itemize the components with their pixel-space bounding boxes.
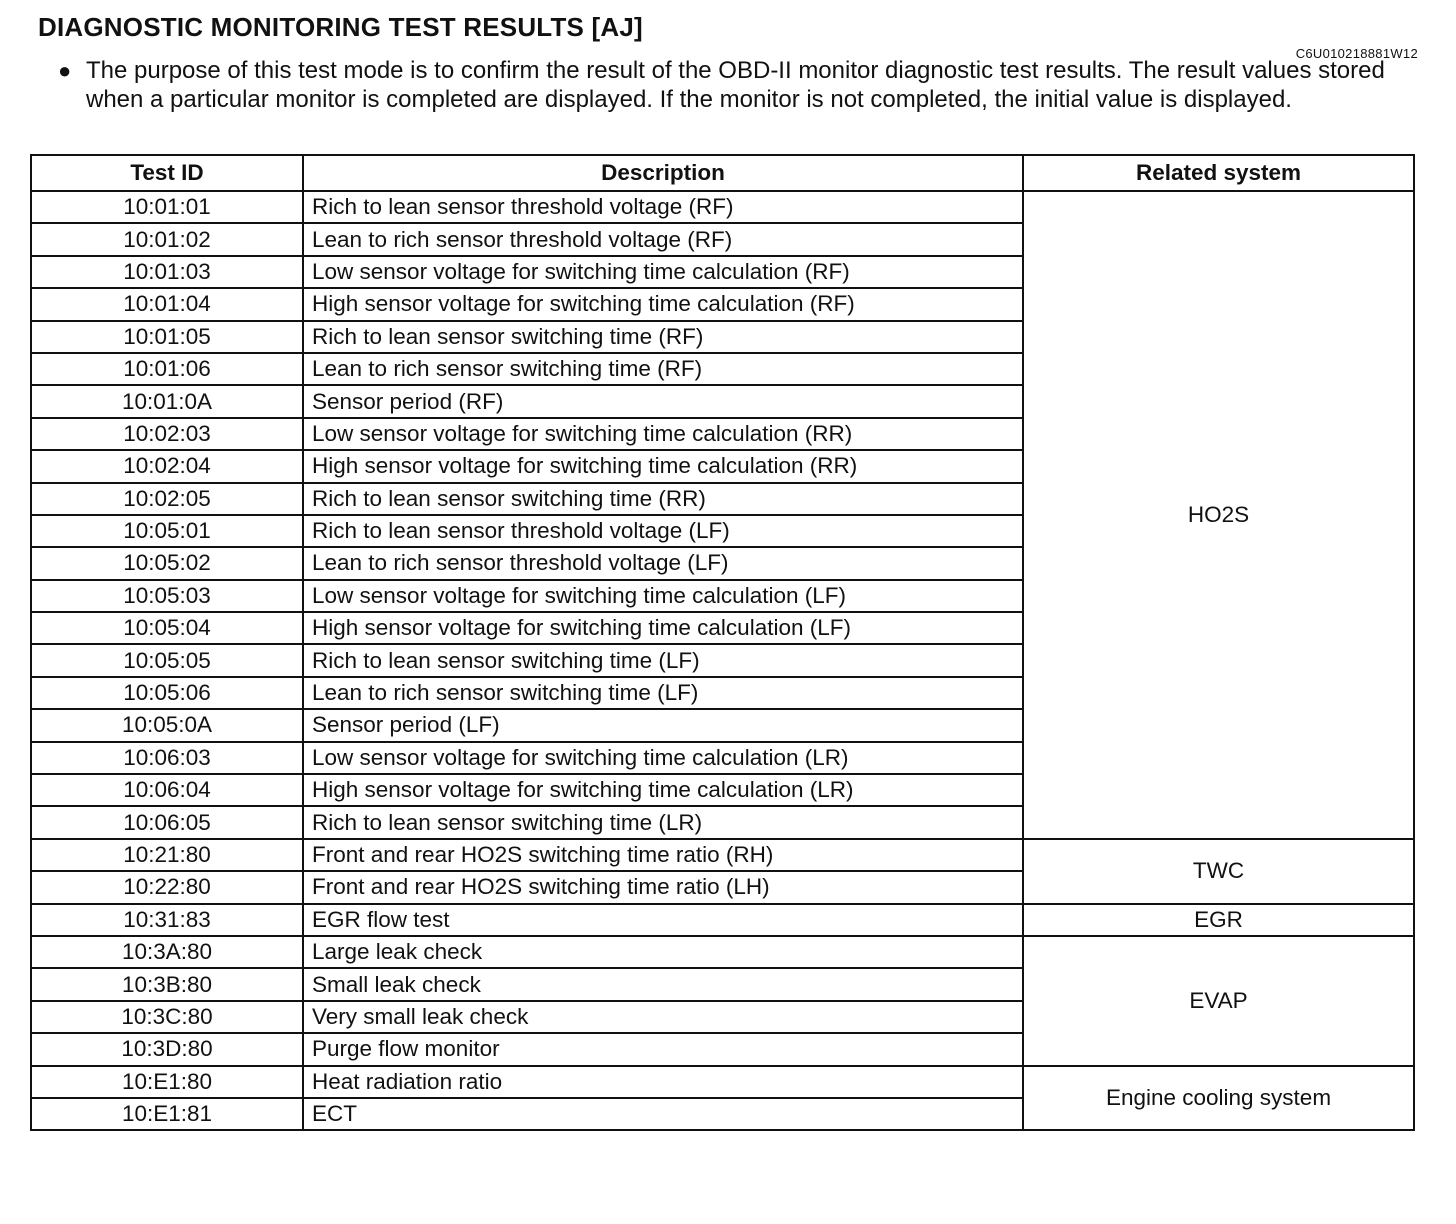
description-cell: Low sensor voltage for switching time calculation (RF) <box>303 256 1023 288</box>
description-cell: Rich to lean sensor switching time (RF) <box>303 321 1023 353</box>
test-id-cell: 10:3B:80 <box>31 968 303 1000</box>
description-cell: Low sensor voltage for switching time calculation (LR) <box>303 742 1023 774</box>
description-cell: Rich to lean sensor switching time (LF) <box>303 644 1023 676</box>
test-id-cell: 10:22:80 <box>31 871 303 903</box>
test-id-cell: 10:05:06 <box>31 677 303 709</box>
test-id-cell: 10:E1:80 <box>31 1066 303 1098</box>
bullet-icon: ● <box>58 58 72 83</box>
description-cell: High sensor voltage for switching time calculation (RR) <box>303 450 1023 482</box>
test-id-cell: 10:01:02 <box>31 223 303 255</box>
test-id-cell: 10:02:03 <box>31 418 303 450</box>
description-cell: Front and rear HO2S switching time ratio (LH) <box>303 871 1023 903</box>
description-cell: Heat radiation ratio <box>303 1066 1023 1098</box>
description-cell: Rich to lean sensor threshold voltage (RF) <box>303 191 1023 223</box>
header-related-system: Related system <box>1023 155 1414 191</box>
description-cell: Rich to lean sensor switching time (LR) <box>303 806 1023 838</box>
test-id-cell: 10:05:03 <box>31 580 303 612</box>
description-cell: High sensor voltage for switching time calculation (LR) <box>303 774 1023 806</box>
description-cell: Lean to rich sensor threshold voltage (RF) <box>303 223 1023 255</box>
table-header-row <box>31 155 1414 191</box>
test-id-cell: 10:06:03 <box>31 742 303 774</box>
description-cell: Low sensor voltage for switching time calculation (RR) <box>303 418 1023 450</box>
description-cell: High sensor voltage for switching time calculation (RF) <box>303 288 1023 320</box>
test-id-cell: 10:05:04 <box>31 612 303 644</box>
test-id-cell: 10:05:05 <box>31 644 303 676</box>
description-cell: Rich to lean sensor switching time (RR) <box>303 483 1023 515</box>
description-cell: Rich to lean sensor threshold voltage (LF) <box>303 515 1023 547</box>
related-system-cell: TWC <box>1023 839 1414 904</box>
description-cell: Lean to rich sensor switching time (RF) <box>303 353 1023 385</box>
related-system-cell: Engine cooling system <box>1023 1066 1414 1131</box>
table-row <box>31 904 1414 936</box>
test-id-cell: 10:02:04 <box>31 450 303 482</box>
test-id-cell: 10:06:05 <box>31 806 303 838</box>
description-cell: EGR flow test <box>303 904 1023 936</box>
related-system-cell: EGR <box>1023 904 1414 936</box>
test-id-cell: 10:01:01 <box>31 191 303 223</box>
description-cell: Purge flow monitor <box>303 1033 1023 1065</box>
test-id-cell: 10:01:05 <box>31 321 303 353</box>
description-cell: High sensor voltage for switching time calculation (LF) <box>303 612 1023 644</box>
description-cell: Lean to rich sensor threshold voltage (LF) <box>303 547 1023 579</box>
test-id-cell: 10:05:01 <box>31 515 303 547</box>
test-id-cell: 10:05:0A <box>31 709 303 741</box>
table-row <box>31 1066 1414 1098</box>
related-system-cell: HO2S <box>1023 191 1414 839</box>
test-id-cell: 10:3C:80 <box>31 1001 303 1033</box>
description-cell: Small leak check <box>303 968 1023 1000</box>
table-row <box>31 936 1414 968</box>
test-results-table <box>30 154 1415 1131</box>
header-test-id: Test ID <box>31 155 303 191</box>
test-id-cell: 10:01:03 <box>31 256 303 288</box>
test-id-cell: 10:21:80 <box>31 839 303 871</box>
table-row <box>31 839 1414 871</box>
description-cell: Very small leak check <box>303 1001 1023 1033</box>
test-id-cell: 10:06:04 <box>31 774 303 806</box>
related-system-cell: EVAP <box>1023 936 1414 1066</box>
test-id-cell: 10:3A:80 <box>31 936 303 968</box>
description-cell: ECT <box>303 1098 1023 1130</box>
test-id-cell: 10:02:05 <box>31 483 303 515</box>
description-cell: Large leak check <box>303 936 1023 968</box>
test-id-cell: 10:01:06 <box>31 353 303 385</box>
description-cell: Sensor period (RF) <box>303 385 1023 417</box>
test-id-cell: 10:01:0A <box>31 385 303 417</box>
document-code: C6U010218881W12 <box>1295 46 1418 61</box>
test-id-cell: 10:31:83 <box>31 904 303 936</box>
intro-text: The purpose of this test mode is to confirm the result of the OBD-II monitor diagnostic test results. The result values stored when a particular monitor is completed are displayed. If the monitor is not completed, the initial value is displayed. <box>86 57 1385 113</box>
description-cell: Sensor period (LF) <box>303 709 1023 741</box>
table-row <box>31 191 1414 223</box>
table-body <box>31 191 1414 1130</box>
test-id-cell: 10:01:04 <box>31 288 303 320</box>
intro-paragraph <box>58 56 1403 114</box>
description-cell: Low sensor voltage for switching time calculation (LF) <box>303 580 1023 612</box>
test-id-cell: 10:3D:80 <box>31 1033 303 1065</box>
test-id-cell: 10:05:02 <box>31 547 303 579</box>
page-title: DIAGNOSTIC MONITORING TEST RESULTS [AJ] <box>38 12 643 42</box>
description-cell: Lean to rich sensor switching time (LF) <box>303 677 1023 709</box>
header-description: Description <box>303 155 1023 191</box>
description-cell: Front and rear HO2S switching time ratio (RH) <box>303 839 1023 871</box>
test-id-cell: 10:E1:81 <box>31 1098 303 1130</box>
